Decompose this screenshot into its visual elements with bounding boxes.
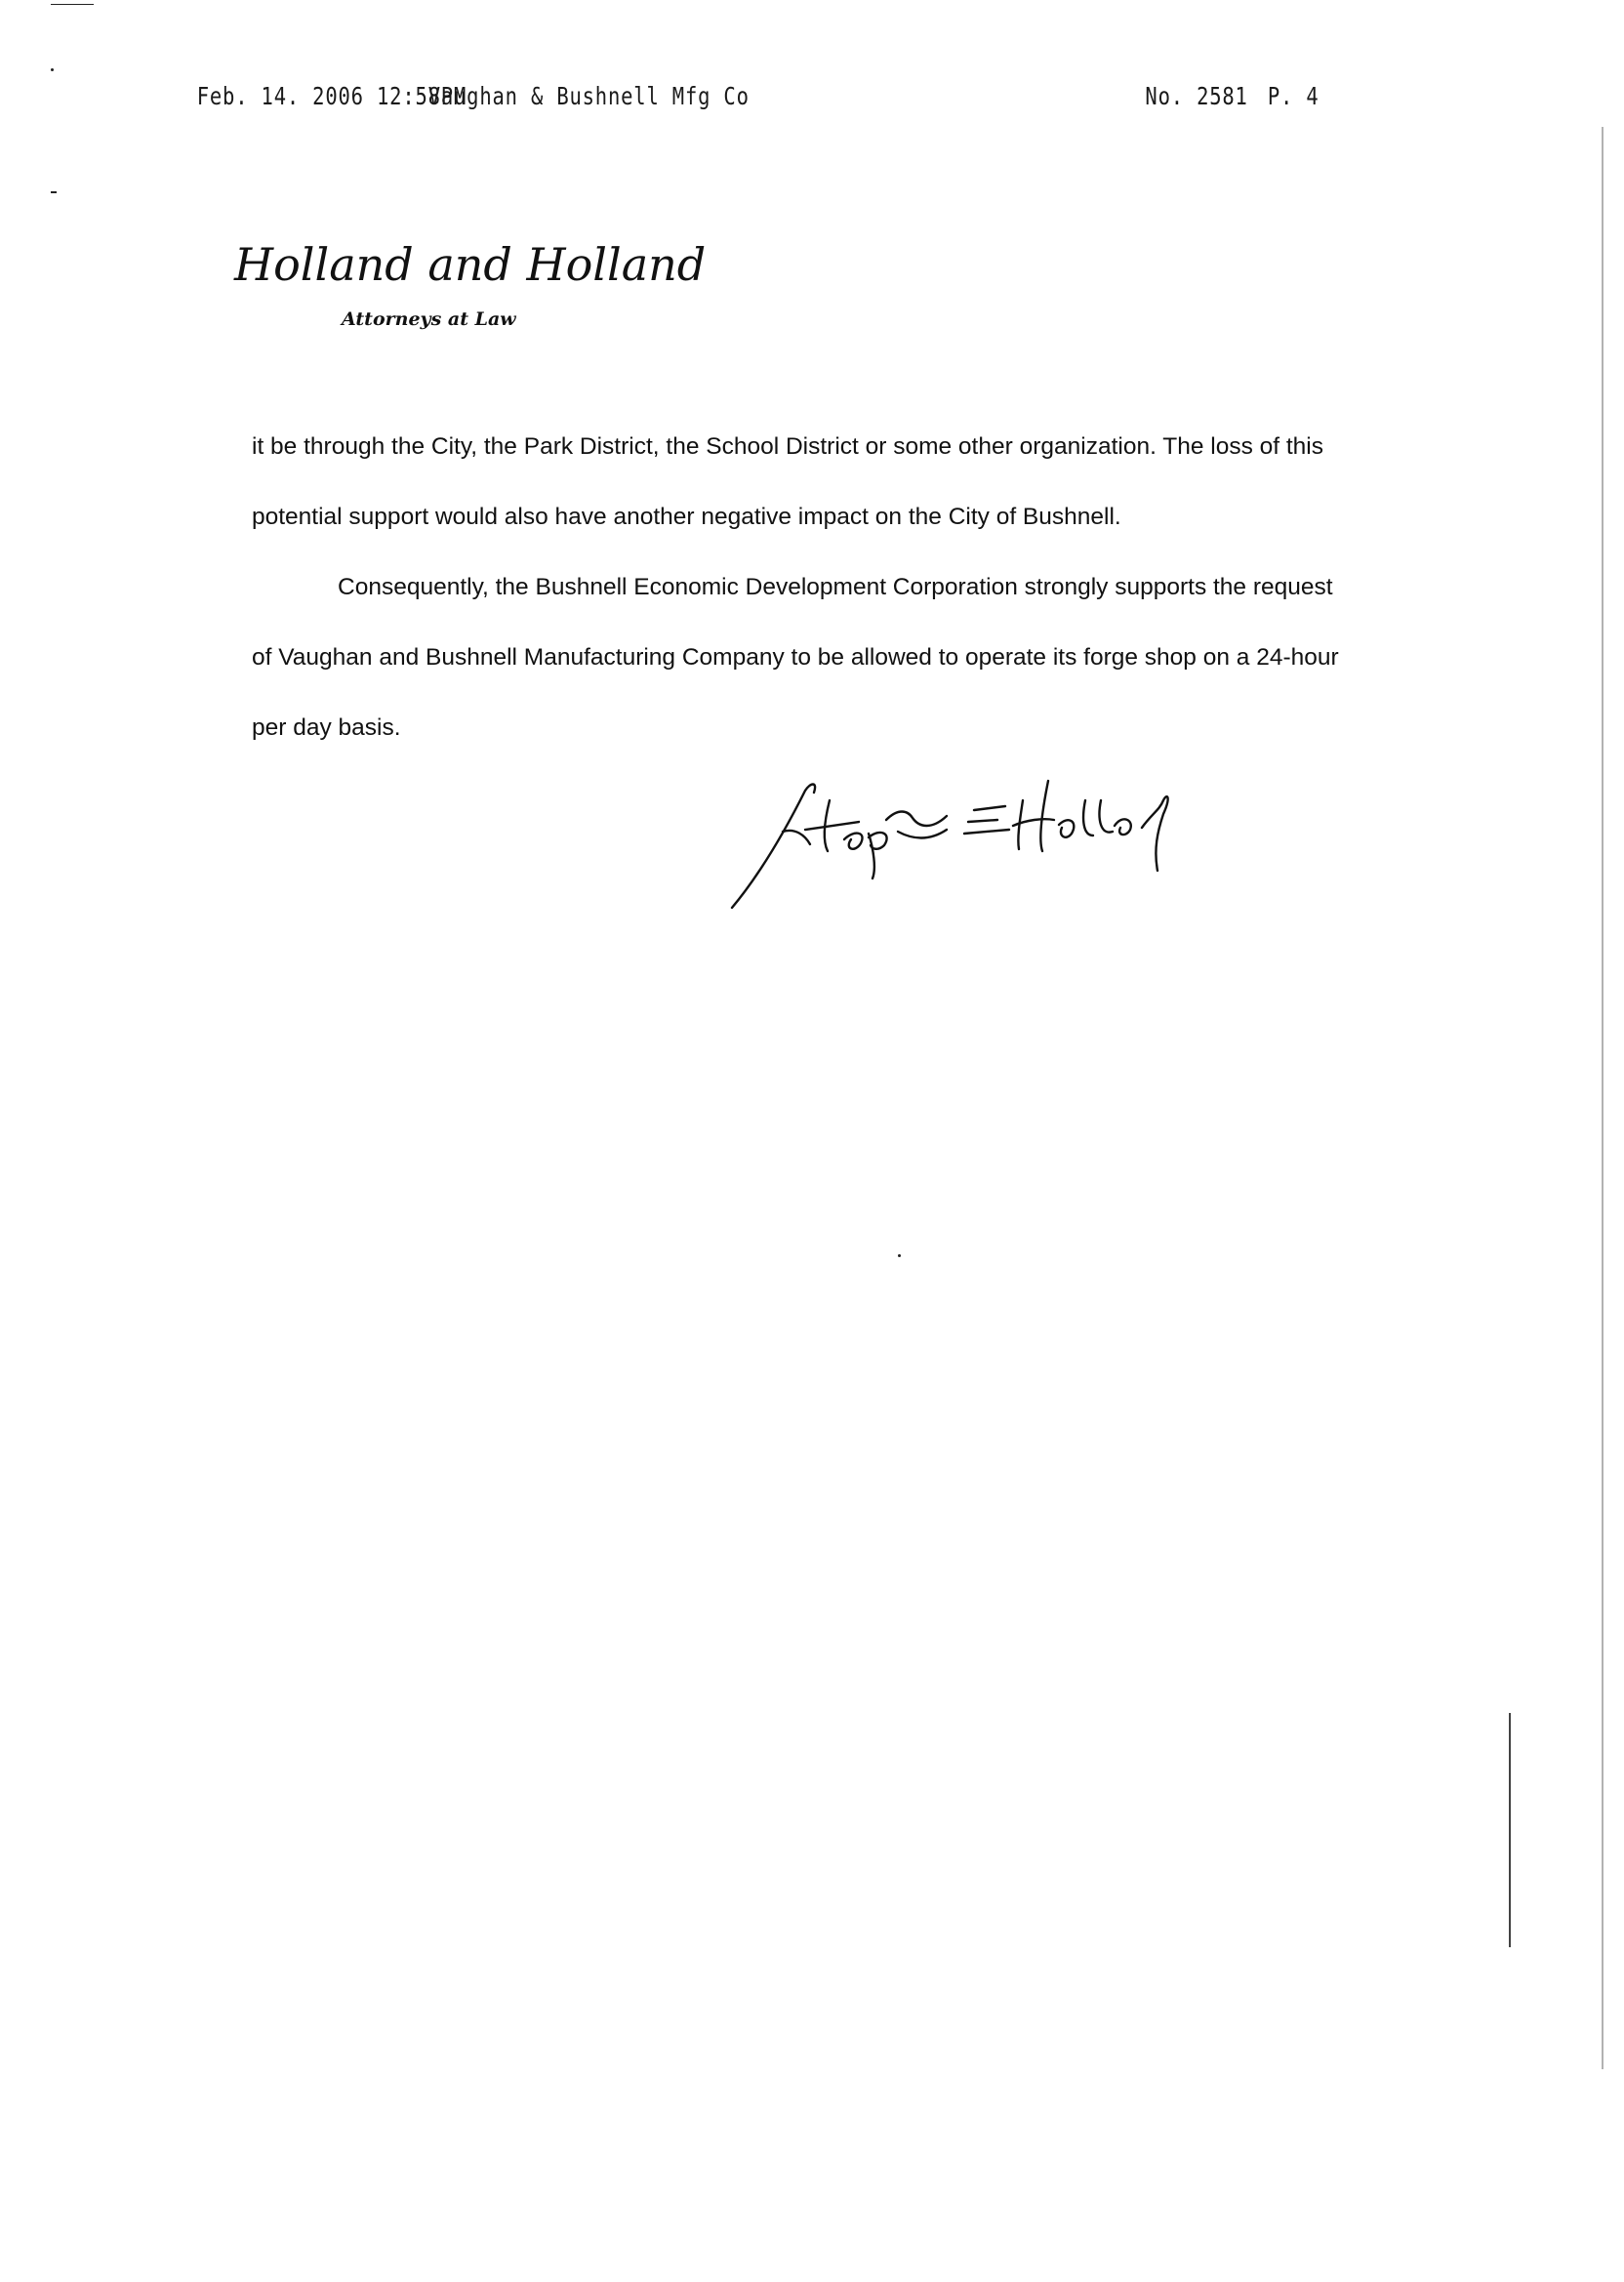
fax-number: No. 2581 — [1145, 82, 1248, 110]
scan-artifact — [1509, 1713, 1511, 1947]
firm-name: Holland and Holland — [234, 238, 707, 291]
fax-header — [0, 82, 1331, 121]
scan-artifact — [898, 1254, 901, 1257]
scan-artifact — [51, 68, 54, 71]
fax-page-number: P. 4 — [1267, 82, 1320, 110]
fax-sender: Vaughan & Bushnell Mfg Co — [427, 82, 750, 110]
scan-artifact — [1602, 127, 1604, 2069]
signature — [712, 771, 1259, 937]
body-paragraph: it be through the City, the Park District, the School District or some other organization. The loss of this potential support would also have another negative impact on the City of Bushnell. — [252, 433, 1324, 530]
letter-body — [252, 412, 1345, 763]
firm-subtitle: Attorneys at Law — [342, 308, 516, 330]
fax-date: Feb. 14. 2006 12:58PM — [196, 82, 467, 110]
scan-artifact — [51, 191, 57, 193]
body-paragraph: Consequently, the Bushnell Economic Development Corporation strongly supports the request of Vaughan and Bushnell Manufacturing Company to be allowed to operate its forge shop on a 24-hour per day basis. — [252, 574, 1339, 741]
scan-artifact — [51, 4, 94, 5]
